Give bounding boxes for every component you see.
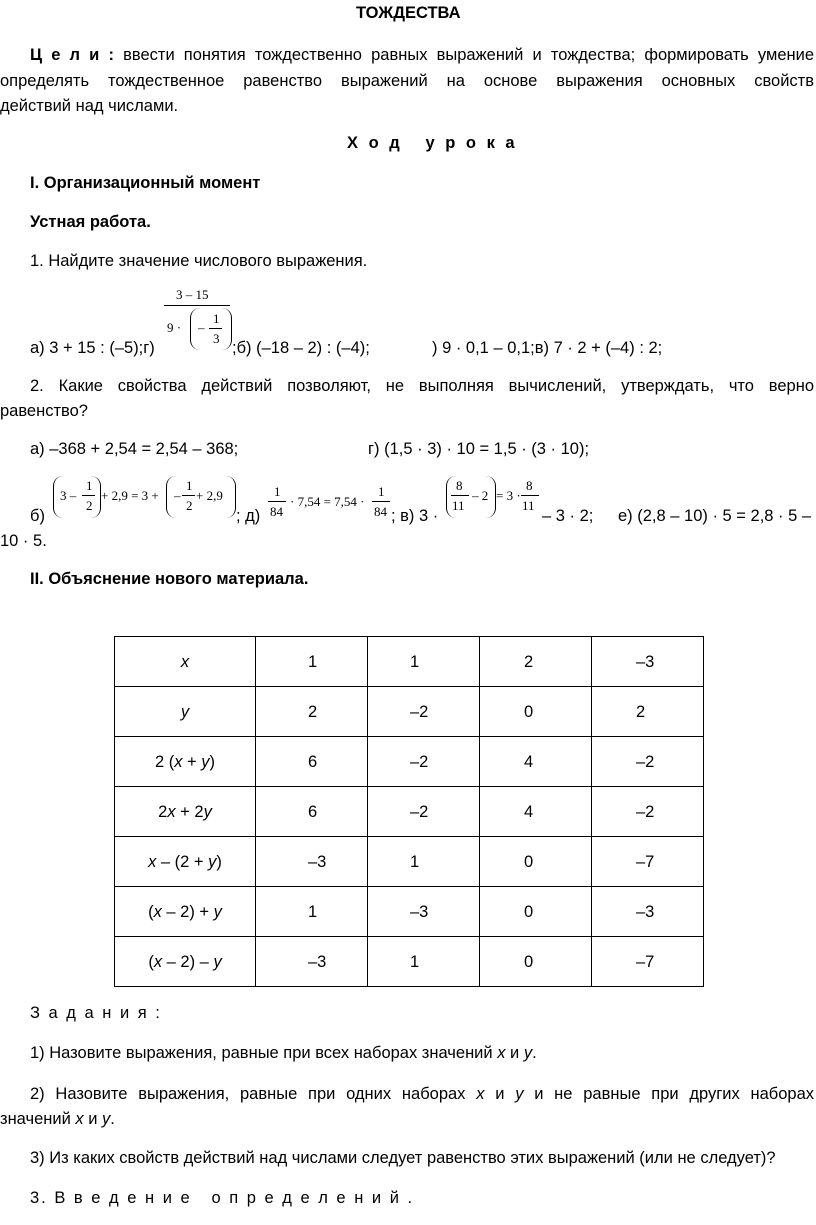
table-cell: 1: [368, 637, 480, 687]
task-1-c: ) 9 · 0,1 – 0,1;в) 7 · 2 + (–4) : 2;: [432, 339, 663, 357]
task1-fraction-den-left: 9 ·: [167, 320, 182, 335]
table-row: [115, 687, 704, 737]
table-cell: 1: [256, 637, 368, 687]
oral-work-heading: Устная работа.: [30, 213, 151, 231]
v-f-bar: [451, 495, 469, 496]
task-2-d-label: ; д): [236, 507, 261, 525]
b-right-b: + 2,9: [196, 488, 223, 503]
table-cell: –7: [592, 837, 704, 887]
task-2-e: е) (2,8 – 10) · 5 = 2,8 · 5 –: [618, 507, 812, 525]
table-cell: –2: [592, 787, 704, 837]
d-g-num: 1: [378, 484, 385, 499]
table-cell: –2: [368, 737, 480, 787]
task1-parentheses: [190, 308, 232, 350]
task1-inner-denominator: 3: [213, 331, 220, 346]
table-row-label: (x – 2) – y: [115, 937, 256, 987]
b-left-b: + 2,9 = 3 +: [101, 488, 159, 503]
table-row: [115, 787, 704, 837]
assignments-label: З а д а н и я :: [30, 1004, 162, 1022]
goals-label: Ц е л и :: [30, 46, 114, 64]
v-g-den: 11: [522, 498, 535, 513]
table-cell: –7: [592, 937, 704, 987]
table-cell: –2: [368, 787, 480, 837]
table-cell: –3: [256, 937, 368, 987]
v-g-bar: [521, 495, 539, 496]
task-2-v-tail: – 3 · 2;: [542, 507, 594, 525]
table-row: [115, 837, 704, 887]
task-2-g: г) (1,5 · 3) · 10 = 1,5 · (3 · 10);: [368, 440, 590, 458]
task-2-v-label: ; в) 3 ·: [391, 507, 439, 525]
table-cell: 2: [592, 687, 704, 737]
b-right-a: –: [174, 488, 181, 503]
question-3: 3) Из каких свойств действий над числами следует равенство этих выражений (или не следует)?: [30, 1149, 776, 1167]
task-1-text: 1. Найдите значение числового выражения.: [30, 252, 368, 270]
d-f-bar: [268, 501, 286, 502]
task-2-line-1: 2. Какие свойства действий позволяют, не выполняя вычислений, утверждать, что верно: [30, 377, 814, 395]
d-mid: · 7,54 = 7,54 ·: [290, 494, 365, 509]
task-1-b: ;б) (–18 – 2) : (–4);: [232, 339, 370, 357]
table-row-label: x: [115, 637, 256, 687]
table-row: [115, 887, 704, 937]
table-cell: 1: [368, 837, 480, 887]
d-f-num: 1: [274, 484, 281, 499]
task-2-b-label: б): [30, 507, 45, 525]
table-cell: –3: [592, 887, 704, 937]
table-row: [115, 637, 704, 687]
task-2-e-tail: 10 · 5.: [0, 532, 47, 550]
table-row: [115, 737, 704, 787]
table-cell: 0: [480, 837, 592, 887]
d-f-den: 84: [270, 504, 283, 519]
question-2-line-1: 2) Назовите выражения, равные при одних наборах x и y и не равные при других наборах: [30, 1085, 814, 1103]
table-cell: 6: [256, 737, 368, 787]
d-g-den: 84: [374, 504, 387, 519]
b-f2-num: 1: [186, 478, 193, 493]
question-2-line-2: значений x и y.: [0, 1110, 115, 1128]
table-row-label: y: [115, 687, 256, 737]
table-cell: 1: [256, 887, 368, 937]
v-f-den: 11: [452, 498, 465, 513]
v-mid: – 2: [472, 488, 489, 503]
table-cell: 4: [480, 787, 592, 837]
table-cell: –2: [592, 737, 704, 787]
table-cell: 6: [256, 787, 368, 837]
table-row: [115, 937, 704, 987]
table-cell: –3: [256, 837, 368, 887]
page-title: ТОЖДЕСТВА: [356, 4, 461, 22]
table-row-label: x – (2 + y): [115, 837, 256, 887]
task-2-a: а) –368 + 2,54 = 2,54 – 368;: [30, 440, 239, 458]
goals-line-1: [30, 44, 814, 66]
table-cell: 0: [480, 937, 592, 987]
task1-inner-bar: [209, 328, 222, 329]
goals-line-3: действий над числами.: [0, 97, 179, 115]
table-row-label: (x – 2) + y: [115, 887, 256, 937]
table-cell: 2: [256, 687, 368, 737]
v-g-num: 8: [526, 478, 533, 493]
task1-fraction-bar: [164, 305, 230, 306]
task1-inner-minus: –: [198, 320, 205, 335]
v-f-num: 8: [456, 478, 463, 493]
b-f2-bar: [182, 495, 195, 496]
goals-text-1: ввести понятия тождественно равных выражений и тождества; формировать умение: [123, 46, 815, 64]
b-f2-den: 2: [186, 498, 193, 513]
table-cell: 1: [368, 937, 480, 987]
b-f1-den: 2: [86, 498, 93, 513]
table-cell: 0: [480, 887, 592, 937]
table-cell: –2: [368, 687, 480, 737]
question-1: 1) Назовите выражения, равные при всех наборах значений x и y.: [30, 1044, 537, 1062]
goals-line-2: определять тождественное равенство выражений на основе выражения основных свойств: [0, 72, 814, 90]
v-eq: = 3 ·: [496, 488, 521, 503]
task1-inner-numerator: 1: [213, 311, 220, 326]
task-1-a: а) 3 + 15 : (–5);г): [30, 339, 155, 357]
lesson-heading: Х о д у р о к а: [347, 134, 518, 152]
table-row-label: 2x + 2y: [115, 787, 256, 837]
d-g-bar: [372, 501, 390, 502]
b-f1-bar: [82, 495, 95, 496]
b-left-a: 3 –: [60, 488, 77, 503]
section-2-heading: II. Объяснение нового материала.: [30, 570, 309, 588]
table-cell: 4: [480, 737, 592, 787]
table-cell: 2: [480, 637, 592, 687]
task-2-line-2: равенство?: [0, 402, 88, 420]
values-table: [114, 636, 704, 987]
b-f1-num: 1: [86, 478, 93, 493]
table-cell: 0: [480, 687, 592, 737]
table-row-label: 2 (x + y): [115, 737, 256, 787]
task1-fraction-numerator: 3 – 15: [176, 287, 209, 302]
question-4: 3. В в е д е н и е о п р е д е л е н и й .: [30, 1189, 415, 1207]
table-cell: –3: [368, 887, 480, 937]
section-1-heading: I. Организационный момент: [30, 174, 261, 192]
table-cell: –3: [592, 637, 704, 687]
